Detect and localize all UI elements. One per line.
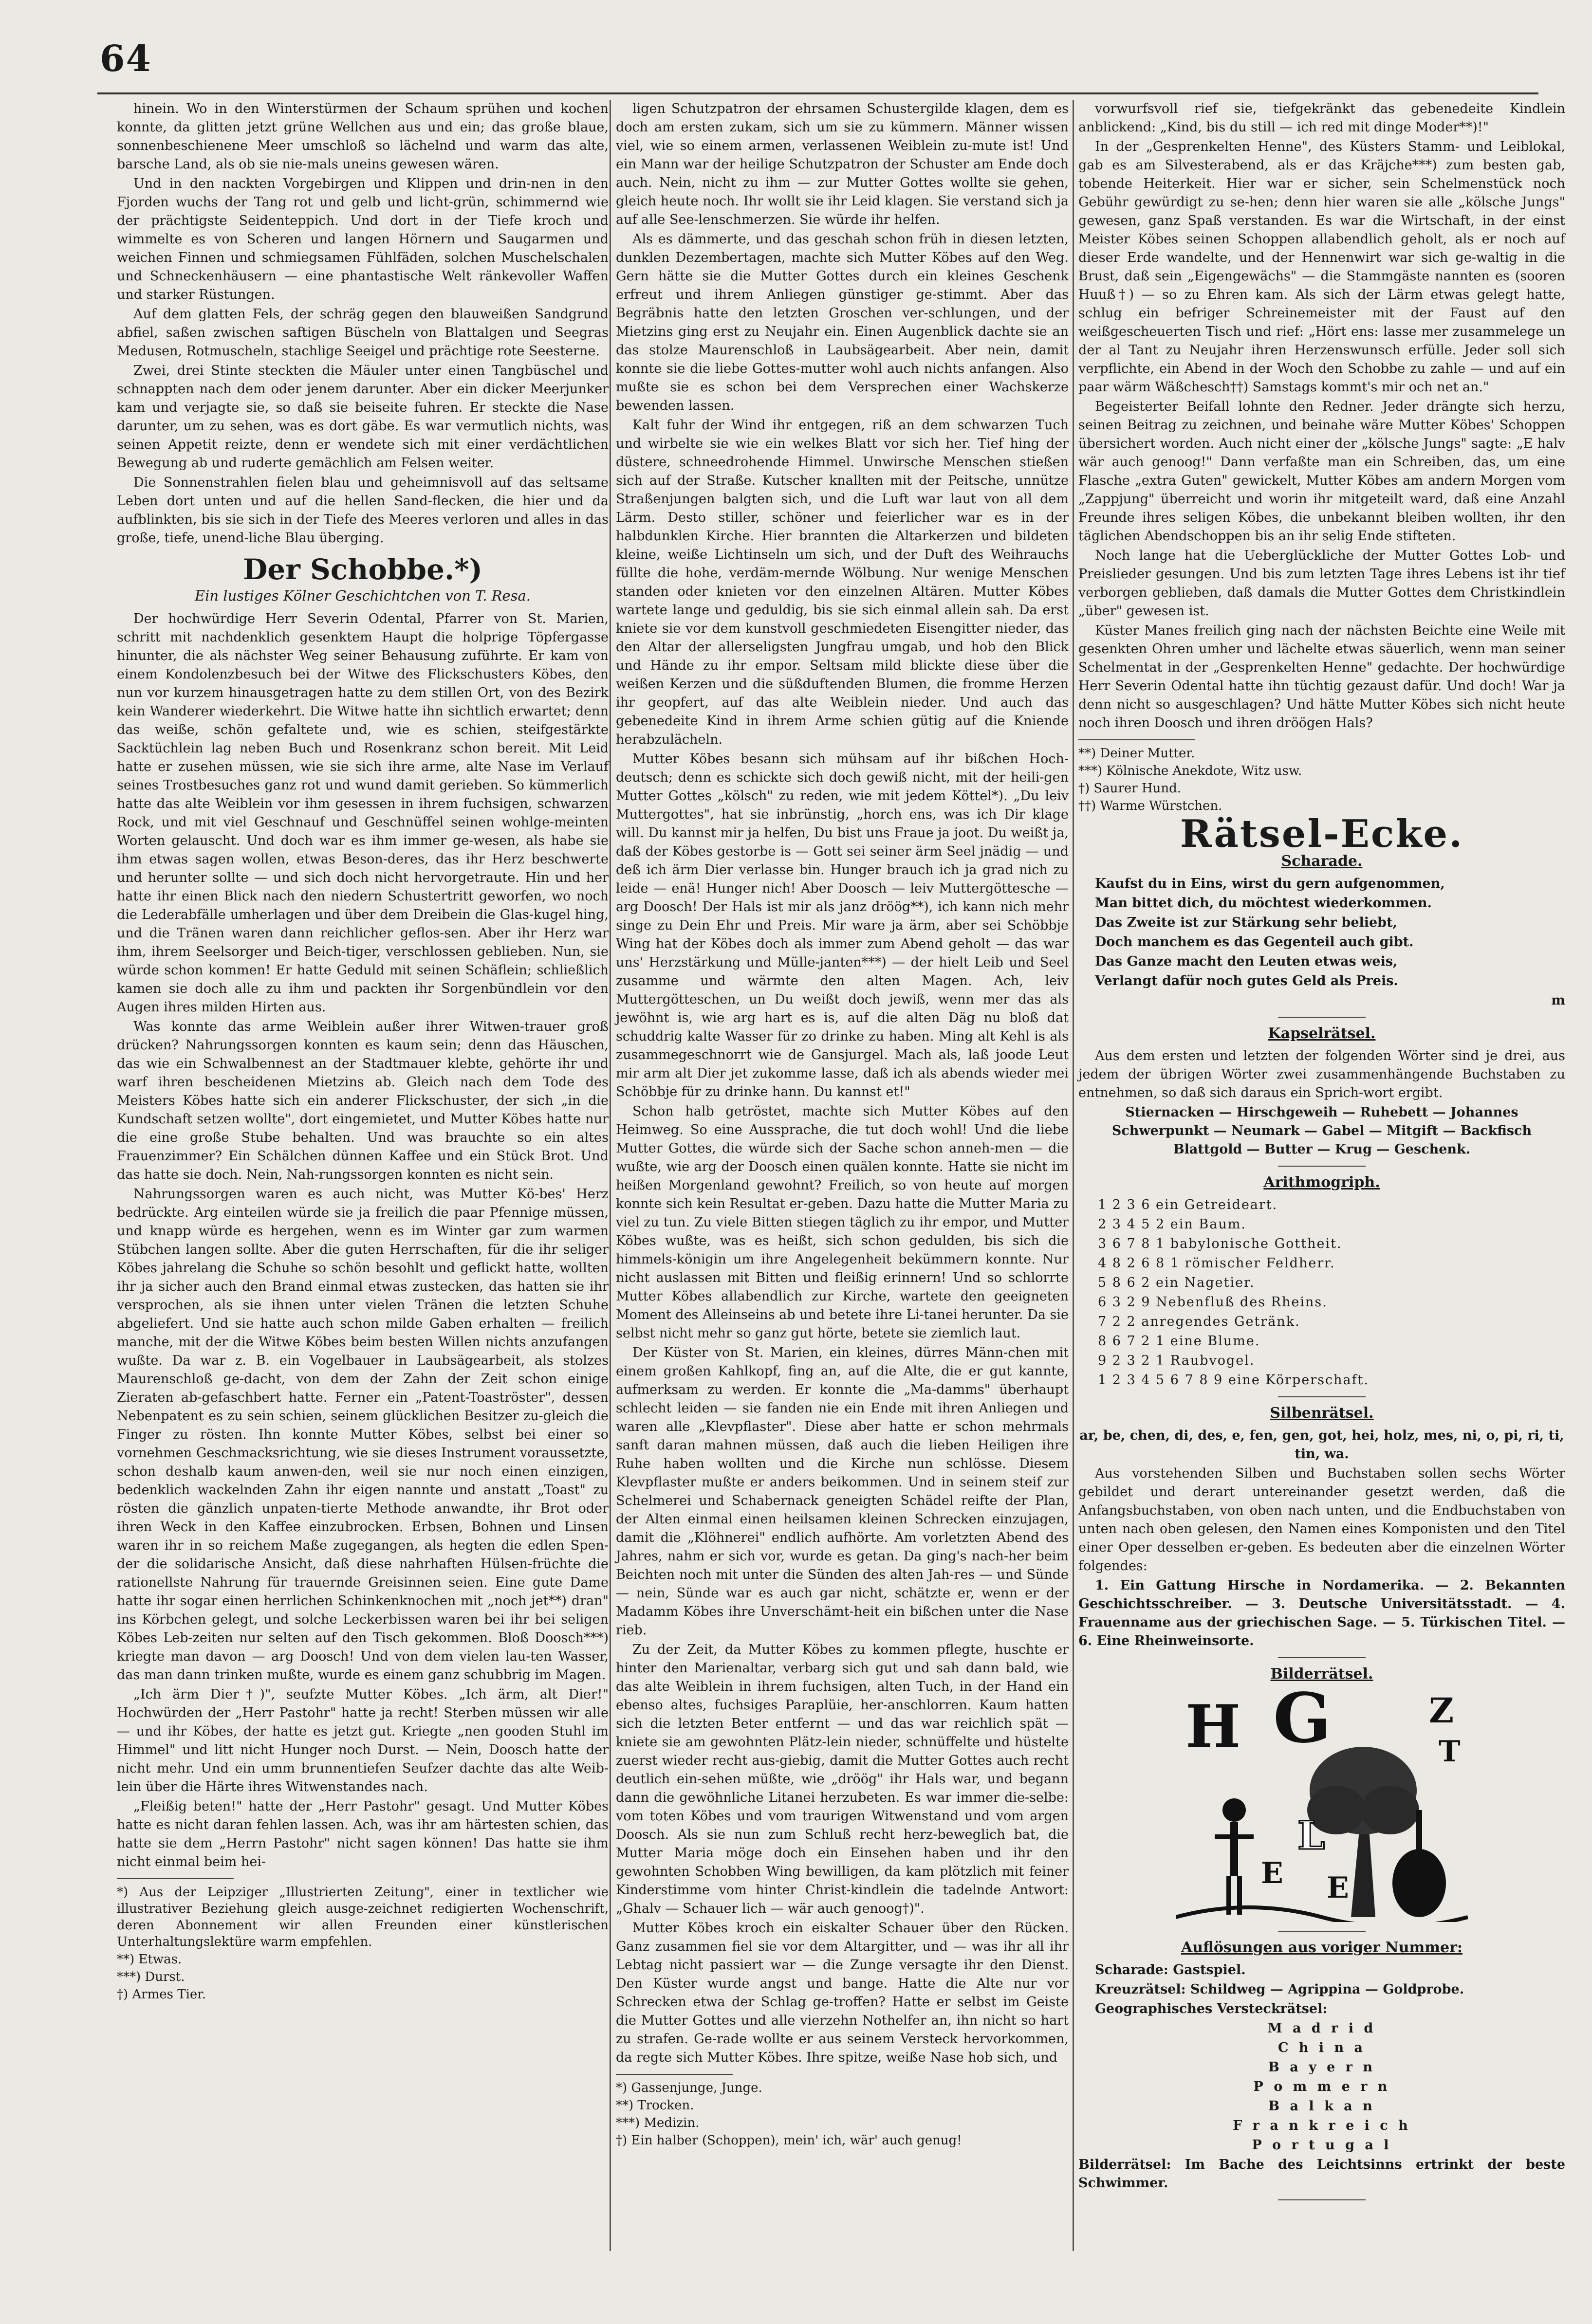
footnote: **) Etwas. [117,1952,182,1967]
rebus-letter: H [1185,1692,1241,1761]
rebus-letter: L [1297,1812,1325,1858]
paragraph: In der „Gesprenkelten Henne", des Küsters Stamm- und Leiblokal, gab es am Silvesterabend, als er das Kräjche***) zum besten gab, tobende Heiterkeit. Hier war er sicher, sein Schelmenstück noch Gebühr gewürdigt zu se-hen; denn hier waren sie alle „kölsche Jungs" gewesen, ganz Spaß verstanden. Es war die Wirtschaft, in der einst Meister Köbes seinen Schoppen allabendlich geholt, als er noch auf dieser Erde wandelte, und der Hennenwirt war sich ge-waltig in die Brust, daß sein „Eigengewächs" — die Stammgäste nannten es (sooren Huuß†) — so zu Ehren kam. Als sich der Lärm etwas gelegt hatte, schlug ein befriger Schreinemeister mit der Faust auf den weißgescheuerten Tisch und rief: „Hört ens: lasse mer zusammelege un der al Tant zu Neujahr ihren Herzenswunsch erfülle. Jeder soll sich verpflichte, ein Abend in der Woch den Schobbe zu zahle — und auf ein paar wärm Wäßchesch††) Samstags kommt's mir och net an." [1078,139,1565,395]
silben-heading: Silbenrätsel. [1270,1405,1374,1422]
kapsel-words: Stiernacken — Hirschgeweih — Ruhebett — Johannes Schwerpunkt — Neumark — Gabel — Mitgift — Backfisch Blattgold — Butter — Krug — Geschenk. [1111,1105,1532,1157]
footnote: †) Armes Tier. [117,1987,206,2002]
pyramid-word: F r a n k r e i c h [1233,2118,1411,2133]
geo-pyramid [1078,2019,1565,2155]
column-divider [1073,100,1074,2251]
paragraph: Nahrungssorgen waren es auch nicht, was Mutter Kö-bes' Herz bedrückte. Arg einteilen würde sie ja freilich die paar Pfennige müssen, und knapp würde es hergehen, wenn es im Winter gar zum warmen Stübchen langen sollte. Aber die guten Herrschaften, für die ihr seliger Köbes jahrelang die Schuhe so schön besohlt und geflickt hatte, wollten ihr ja sicher auch den Brand einmal etwas zustecken, das hatten sie ihr versprochen, als sie ihnen unter vielen Tränen die letzten Schuhe abgeliefert. Und sie hatte auch schon milde Gaben erhalten — freilich manche, mit der die Witwe Köbes beim besten Willen nichts anzufangen wußte. Da war z. B. ein Vogelbauer in Laubsägearbeit, als stolzes Maurenschloß ge-dacht, von dem der Zahn der Zeit schon einige Zieraten ab-gefaschbert hatte. Ferner ein „Patent-Toaströster", dessen Nebenpatent es zu sein schien, seinem glücklichen Besitzer zu-gleich die Finger zu rösten. Ihn konnte Mutter Köbes, selbst bei einer so vornehmen Geschmacksrichtung, wie sie dieses Instrument voraussetzte, schon deshalb kaum anwen-den, weil sie nur noch einen einzigen, bedenklich wackelnden Zahn ihr eigen nannte und anstatt „Toast" zu rösten die gänzlich unpaten-tierte Methode anwandte, ihr Brot oder ihren Weck in den Kaffee einzubrocken. Erbsen, Bohnen und Linsen waren ihr in so reichem Maße zugegangen, als hegten die edlen Spen-der die solidarische Ansicht, daß diese nahrhaften Hülsen-früchte die rationellste Nahrung für trauernde Greisinnen seien. Eine gute Dame hatte ihr sogar einen herrlichen Schinkenknochen mit „noch jet**) dran" ins Körbchen gelegt, und solche Leckerbissen waren bei ihr bei seligen Köbes Leb-zeiten nur selten auf den Tisch gekommen. Bloß Doosch***) kriegte man davon — arg Doosch! Und von dem vielen lau-ten Wasser, das man dann trinken mußte, wurde es einem ganz schubbrig im Magen. [117,1187,609,1683]
paragraph: ligen Schutzpatron der ehrsamen Schustergilde klagen, dem es doch am ersten zukam, sich um sie zu kümmern. Männer wissen viel, wie so einem armen, verlassenen Weiblein zu-mute ist! Und ein Mann war der heilige Schutzpatron der Schuster am Ende doch auch. Nein, nicht zu ihm — zur Mutter Gottes wollte sie gehen, gleich heute noch. Ihr wollt sie ihr Leid klagen. Sie verstand sich ja auf alle See-lenschmerzen. Sie würde ihr helfen. [616,101,1069,227]
story-text [117,610,609,1871]
arithmo-list [1078,1196,1565,1390]
solution-line: Geographisches Versteckrätsel: [1095,2001,1328,2016]
column-2-text [616,100,1069,2067]
pyramid-word: P o r t u g a l [1252,2138,1392,2153]
arithmo-row: 3 6 7 8 1 babylonische Gottheit. [1098,1236,1342,1251]
separator [1278,1166,1366,1167]
paragraph: vorwurfsvoll rief sie, tiefgekränkt das gebenedeite Kindlein anblickend: „Kind, bis du still — ich red mit dinge Moder**)!" [1078,101,1565,135]
column-3-text [1078,100,1565,732]
paragraph: Küster Manes freilich ging nach der nächsten Beichte eine Weile mit gesenkten Ohren umher und lächelte etwas säuerlich, wenn man seiner Schelmentat in der „Gesprenkelten Henne" gedachte. Der hochwürdige Herr Severin Odental hatte ihn tüchtig gezaust dafür. Und doch! War ja denn nicht so ausgeschlagen? Und hätte Mutter Köbes sich nicht heute noch ihren Doosch und ihren dröögen Hals? [1078,623,1565,731]
footnote: *) Gassenjunge, Junge. [616,2081,762,2095]
arithmo-row: 8 6 7 2 1 eine Blume. [1098,1334,1260,1349]
rebus-letter: G [1273,1688,1332,1758]
solutions-heading: Auflösungen aus voriger Nummer: [1181,1939,1462,1956]
paragraph: Auf dem glatten Fels, der schräg gegen den blauweißen Sandgrund abfiel, saßen zwischen saftigen Büscheln von Blattalgen und Seegras Medusen, Rotmuscheln, stachlige Seeigel und prächtige rote Seesterne. [117,307,609,359]
arithmo-row: 2 3 4 5 2 ein Baum. [1098,1217,1246,1232]
footnote-rule [1078,739,1195,740]
separator [1278,1931,1366,1932]
picture-puzzle-illustration [1176,1688,1468,1922]
column-3-footnotes [1078,745,1565,814]
arithmo-row: 7 2 2 anregendes Getränk. [1098,1314,1300,1329]
paragraph: Zwei, drei Stinte steckten die Mäuler unter einen Tangbüschel und schnappten nach dem oder jenem darunter. Aber ein dicker Meerjunker kam und verjagte sie, so daß sie beiseite fuhren. Er steckte die Nase darunter, um zu sehen, was es dort gäbe. Es war vermutlich nichts, was seinen Appetit reizte, denn er wendete sich mit einer verdächtlichen Bewegung ab und ruderte gemächlich am Felsen weiter. [117,363,609,471]
column-2 [616,100,1069,2150]
paragraph: hinein. Wo in den Winterstürmen der Schaum sprühen und kochen konnte, da glitten jetzt grüne Wellchen aus und ein; das große blaue, sonnenbeschienene Meer umschloß so lächelnd und warm das alte, barsche Land, als ob sie nie-mals uneins gewesen wären. [117,101,609,172]
kapsel-text: Aus dem ersten und letzten der folgenden Wörter sind je drei, aus jedem der übrigen Wörter zwei zusammenhängende Buchstaben zu entnehmen, so daß sich daraus ein Sprich-wort ergibt. [1078,1048,1565,1100]
arithmo-heading: Arithmogriph. [1263,1174,1380,1191]
paragraph: Noch lange hat die Ueberglückliche der Mutter Gottes Lob- und Preislieder gesungen. Und bis zum letzten Tage ihres Lebens ist ihr tief verborgen geblieben, daß damals die Mutter Gottes dem Christkindlein „über" gewesen ist. [1078,548,1565,619]
pyramid-word: B a l k a n [1268,2099,1375,2114]
paragraph: Mutter Köbes besann sich mühsam auf ihr bißchen Hoch-deutsch; denn es schickte sich doch gewiß nicht, mit der heili-gen Mutter Gottes „kölsch" zu reden, wie mit jedem Köttel*). „Du leiv Muttergottes", hat sie inbrünstig, „horch ens, was ich Dir klage will. Du kannst mir ja helfen, Du bist uns Fraue ja joot. Du weißt ja, daß der Köbes gestorbe is — Gott sei seiner ärm Seel jnädig — und deß ich ärm Dier verlasse bin. Hunger brauch ich ja grad nich zu leide — enä! Hunger nich! Aber Doosch — leiv Muttergöttesche — arg Doosch! Der Hals ist mir als janz dröög**), ich kann nich mehr singe zu Dein Ehr und Preis. Mir ware ja ärm, aber sei Schöbbje Wing hat der Köbes doch als immer zum Abend geholt — das war uns' Herzstärkung und Mülle-janten***) — der hielt Leib und Seel zusamme und wärmte den alten Magen. Ach, leiv Muttergötteschen, un Du weißt doch jewiß, wenn mer das als jewöhnt is, wie arg hart es is, auf die alten Däg nu bloß dat schuddrig kalte Wasser für zo drinke zu haben. Ming alt Kehl is als zusammegeschnorrt wie de Gansjurgel. Mach als, laß joode Leut mir arm alt Dier jet zukomme lasse, daß ich als abends wieder mei Schöbbje für zu drinke hann. Du kannst et!" [616,751,1069,1099]
rebus-letter: T [1439,1735,1461,1769]
paragraph: Und in den nackten Vorgebirgen und Klippen und drin-nen in den Fjorden wuchs der Tang rot und gelb und licht-grün, schimmernd wie der prächtigste Seidenteppich. Und dort in der Tiefe kroch und wimmelte es von Scheren und langen Hörnern und Saugarmen und weichen Finnen und schmiegsamen Fühlfäden, solchen Muschelschalen und Schneckenhäusern — eine phantastische Welt ränkevoller Waffen und starker Rüstungen. [117,176,609,302]
footnote: †) Saurer Hund. [1078,781,1182,796]
separator [1278,1017,1366,1018]
arithmo-row: 9 2 3 2 1 Raubvogel. [1098,1353,1255,1368]
pyramid-word: C h i n a [1277,2040,1366,2055]
header-rule [97,92,1538,94]
paragraph: Der hochwürdige Herr Severin Odental, Pfarrer von St. Marien, schritt mit nachdenklich gesenktem Haupt die holprige Töpfergasse hinunter, die als nächster Weg seiner Behausung zuführte. Er kam von einem Kondolenzbesuch bei der Witwe des Flickschusters Köbes, den nun vor kurzem hinausgetragen hatte zu dem stillen Ort, von des Bezirk kein Wanderer wiederkehrt. Die Witwe hatte ihn sichtlich erwartet; denn das weiße, schön gefaltete und, wie es schien, steifgestärkte Sacktüchlein lag neben Buch und Rosenkranz schon bereit. Mit Leid hatte er zusehen müssen, wie sie sich ihre arme, alte Nase im Verlauf seines Trostbesuches ganz rot und wund damit gerieben. So kümmerlich hatte das alte Weiblein vor ihm gesessen in ihrem fuchsigen, schwarzen Rock, und mit viel Geschnauf und Geschnüffel seinen wohlge-meinten Worten gelauscht. Und doch war es ihm immer ge-wesen, als habe sie ihm etwas sagen wollen, etwas Beson-deres, das ihr Herz beschwerte und herunter sollte — und sich doch nicht hervorgetraute. Hin und her hatte ihr einen Blick nach den niedern Schustertritt geworfen, wo noch die Lederabfälle umherlagen und über dem Dreibein die Glas-kugel hing, und die Tränen waren dann reichlicher geflos-sen. Aber ihr Herz war ihm, ihrem Seelsorger und Beich-tiger, verschlossen geblieben. Nun, sie würde schon kommen! Er hatte Geduld mit seinen Schäflein; schließlich kamen sie doch alle zu ihm und packten ihr Sorgenbündlein vor den Augen ihres milden Hirten aus. [117,611,609,1015]
bild-solution: Bilderrätsel: Im Bache des Leichtsinns ertrinkt der beste Schwimmer. [1078,2157,1565,2191]
paragraph: Als es dämmerte, und das geschah schon früh in diesen letzten, dunklen Dezembertagen, machte sich Mutter Köbes auf den Weg. Gern hätte sie die Mutter Gottes durch ein kleines Geschenk erfreut und ihrem Anliegen günstiger ge-stimmt. Aber das Begräbnis hatte den letzten Groschen ver-schlungen, und der Mietzins ging erst zu Neujahr ein. Einen Augenblick dachte sie an das stolze Maurenschloß in Laubsägearbeit. Aber nein, damit konnte sie die liebe Gottes-mutter wohl auch nichts anfangen. Also mußte sie es schon bei dem Versprechen einer Wachskerze bewenden lassen. [616,232,1069,413]
column-1-footnotes [117,1884,609,2003]
scharade-line: Doch manchem es das Gegenteil auch gibt. [1095,934,1414,950]
kapsel-heading: Kapselrätsel. [1268,1025,1376,1042]
story-title: Der Schobbe.*) [243,553,482,586]
footnote: ††) Warme Würstchen. [1078,799,1222,813]
separator [1278,1657,1366,1658]
scharade-line: Das Zweite ist zur Stärkung sehr beliebt, [1095,915,1397,930]
paragraph: Schon halb getröstet, machte sich Mutter Köbes auf den Heimweg. So eine Aussprache, die tut doch wohl! Und die liebe Mutter Gottes, die würde sich der Sache schon anneh-men — die wußte, wie arg der Doosch einen quälen konnte. Hatte sie nicht im heißen Morgenland gewohnt? Freilich, so von heute auf morgen konnte sich kein Resultat er-geben. Dazu hatte die Mutter Maria zu viel zu tun. Zu viele Bitten stiegen täglich zu ihr empor, und Mutter Köbes wußte, was es heißt, sich schon gedulden, bis sich die himmels-königin um ihre Angelegenheit bekümmern konnte. Nur nicht auslassen mit Bitten und fleißig erinnern! Und so schlorrte Mutter Köbes allabendlich zur Kirche, wartete den geeigneten Moment des Alleinseins ab und betete ihre Li-tanei herunter. Da sie selbst nicht mehr so ganz gut hörte, betete sie ziemlich laut. [616,1104,1069,1341]
paragraph: Die Sonnenstrahlen fielen blau und geheimnisvoll auf das seltsame Leben dort unten und auf die hellen Sand-flecken, die hier und da aufblinkten, bis sie sich in der Tiefe des Meeres verloren und alles in das große, tiefe, unend-liche Blau überging. [117,475,609,546]
footnote: **) Deiner Mutter. [1078,746,1195,761]
silben-meanings: 1. Ein Gattung Hirsche in Nordamerika. — 2. Bekannten Geschichtsschreiber. — 3. Deutsche Universitätsstadt. — 4. Frauenname aus der griechischen Sage. — 5. Türkischen Titel. — 6. Eine Rheinweinsorte. [1078,1578,1565,1648]
paragraph: Mutter Köbes kroch ein eiskalter Schauer über den Rücken. Ganz zusammen fiel sie vor dem Altargitter, und — was ihr all ihr Lebtag nicht passiert war — die Zunge versagte ihr den Dienst. Den Küster wurde angst und bange. Hatte die Alte nur vor Schrecken etwa der Schlag ge-troffen? Hatte er selbst im Geiste die Mutter Gottes und alle vierzehn Nothelfer an, ihn nicht so hart zu strafen. Ge-rade wollte er aus seinem Versteck hervorkommen, da regte sich Mutter Köbes. Ihre spitze, weiße Nase hob sich, und [616,1921,1069,2065]
scharade-line: Verlangt dafür noch gutes Geld als Preis. [1095,973,1398,988]
solution-line: Kreuzrätsel: Schildweg — Agrippina — Goldprobe. [1095,1982,1464,1997]
scharade-line: Kaufst du in Eins, wirst du gern aufgenommen, [1095,876,1445,891]
solution-line: Scharade: Gastspiel. [1095,1962,1246,1977]
column-1 [117,100,609,2004]
column-1-intro-text [117,100,609,548]
paragraph: Zu der Zeit, da Mutter Köbes zu kommen pflegte, huschte er hinter den Marienaltar, verbarg sich gut und sah dann bald, wie das alte Weiblein in ihrem fuchsigen, alten Tuch, in der Hand ein ebenso altes, fuchsiges Paraplüie, her-anschlorren. Kaum hatten sich die letzten Beter entfernt — und das war reichlich spät — kniete sie am gewohnten Plätz-lein nieder, schnüffelte und hüstelte zuerst wieder recht aus-giebig, damit die Mutter Gottes auch recht deutlich ein-sehen müßte, wie „dröög" ihr Hals war, und begann dann die gewöhnliche Litanei herzubeten. Es war immer die-selbe: vom toten Köbes und vom traurigen Witwenstand und vom argen Doosch. Als sie nun zum Schluß recht herz-beweglich bat, die Mutter Maria möge doch ein Einsehen haben und ihr den gewohnten Schobben Wing bewilligen, da kam plötzlich mit feiner Kinderstimme vom hinter Christ-kindlein die tadelnde Antwort: „Ghalv — Schauer lich — wär auch genoog†)". [616,1642,1069,1916]
paragraph: Kalt fuhr der Wind ihr entgegen, riß an dem schwarzen Tuch und wirbelte sie wie ein welkes Blatt vor sich her. Tief hing der düstere, schneedrohende Himmel. Unwirsche Menschen stießen sich auf der Straße. Kutscher knallten mit der Peitsche, unnütze Straßenjungen balgten sich, und die Luft war laut von all dem Lärm. Desto stiller, schöner und feierlicher war es in der halbdunklen Kirche. Hier brannten die Altarkerzen und bildeten kleine, weiße Lichtinseln um sich, und der Duft des Weihrauchs füllte die hohe, verdäm-mernde Wölbung. Nur wenige Menschen standen oder knieten vor den einzelnen Altären. Mutter Köbes wartete lange und geduldig, bis sie sich einmal allein sah. Da erst kniete sie vor dem kunstvoll geschmiedeten Eisengitter nieder, das den Altar der allerseligsten Jungfrau umgab, und hob den Blick und Hände zu ihr empor. Seltsam mild blickte diese über die weißen Kerzen und die süßduftenden Blumen, die fromme Herzen ihr geopfert, auf das alte Weiblein nieder. Und auch das gebenedeite Kind in ihrem Arme schien gütig auf die Kniende herabzulächeln. [616,418,1069,747]
pyramid-word: P o m m e r n [1253,2079,1390,2094]
paragraph: „Fleißig beten!" hatte der „Herr Pastohr" gesagt. Und Mutter Köbes hatte es nicht daran fehlen lassen. Ach, was ihr am härtesten schien, das hatte sie dem „Herrn Pastohr" nicht sagen können! Das hatte sie ihm nicht einmal beim hei- [117,1799,609,1869]
arithmo-row: 4 8 2 6 8 1 römischer Feldherr. [1098,1256,1335,1271]
scharade-line: Das Ganze macht den Leuten etwas weis, [1095,954,1398,969]
solution-lines [1078,1961,1565,2018]
raetsel-ecke-title: Rätsel-Ecke. [1180,812,1464,856]
paragraph: Begeisterter Beifall lohnte den Redner. Jeder drängte sich herzu, seinen Beitrag zu zeichnen, und beinahe wäre Mutter Köbes' Schoppen übersichert worden. Auch nicht einer der „kölsche Jungs" sagte: „E halv wär auch genoog!" Dann verfaßte man ein Schreiben, das, um eine Flasche „extra Guten" gewickelt, Mutter Köbes am andern Morgen vom „Zappjung" überreicht und worin ihr mitgeteilt ward, daß eine Anzahl Freunde ihres seligen Köbes, die unbekannt bleiben wollten, ihr den täglichen Abendschoppen bis an ihr selig Ende stifteten. [1078,399,1565,544]
scharade-author: m [1551,993,1565,1008]
scharade-heading: Scharade. [1281,853,1363,870]
rebus-letter: E [1327,1871,1349,1905]
footnote: *) Aus der Leipziger „Illustrierten Zeitung", einer in textlicher wie illustrativer Beziehung gleich ausge-zeichnet redigierten Wochenschrift, deren Abonnement wir allen Freunden einer künstlerischen Unterhaltungslektüre warm empfehlen. [117,1885,609,1949]
page-number: 64 [100,38,152,80]
footnote-rule [616,2074,733,2075]
footnote: ***) Medizin. [616,2116,700,2130]
paragraph: Der Küster von St. Marien, ein kleines, dürres Männ-chen mit einem großen Kahlkopf, fing an, auf die Alte, die er gut kannte, aufmerksam zu werden. Er konnte die „Ma-damms" überhaupt schlecht leiden — sie fanden nie ein Ende mit ihren Anliegen und waren alle „Klevpflaster". Diese aber hatte er schon mehrmals sanft daran mahnen müssen, daß auch die lieben Heiligen ihre Ruhe haben wollten und die Kirche nun schlösse. Diesem Klevpflaster mußte er anders beikommen. Und in seinem steif zur Schelmerei und Schabernack geneigten Schädel reifte der Plan, der Alten einmal einen heilsamen kleinen Schrecken einzujagen, damit die „Klöhnerei" endlich aufhörte. Am vorletzten Abend des Jahres, nahm er sich vor, wurde es getan. Da ging's nach-her beim Beichten noch mit unter die Sünden des alten Jah-res — und Sünde — nein, Sünde war es auch gar nicht, schätzte er, wenn er der Madamm Köbes ihre Unverschämt-heit ein bißchen unter die Nase rieb. [616,1345,1069,1638]
scharade-lines [1078,875,1565,990]
paragraph: „Ich ärm Dier†)", seufzte Mutter Köbes. „Ich ärm, alt Dier!" Hochwürden der „Herr Pastohr" hatte ja recht! Sterben müssen wir alle — und ihr Köbes, der hatte es jetzt gut. Kriegte „nen gooden Stuhl im Himmel" und litt nicht Hunger noch Durst. — Nein, Doosch hatte der nicht mehr. Und ein umm brunnentiefen Seufzer dachte das alte Weib-lein über die Härte ihres Witwenstandes nach. [117,1687,609,1794]
footnote: ***) Durst. [117,1970,185,1984]
arithmo-row: 1 2 3 4 5 6 7 8 9 eine Körperschaft. [1098,1372,1370,1388]
footnote: **) Trocken. [616,2098,694,2113]
rebus-letter: Z [1429,1690,1454,1731]
rebus-letter: E [1261,1856,1283,1890]
arithmo-row: 6 3 2 9 Nebenfluß des Rheins. [1098,1295,1328,1310]
bilder-heading: Bilderrätsel. [1270,1665,1373,1683]
column-3 [1078,100,1565,2207]
paragraph: Was konnte das arme Weiblein außer ihrer Witwen-trauer groß drücken? Nahrungssorgen konnten es kaum sein; denn das Häuschen, das wie ein Schwalbennest an der Stadtmauer klebte, gehörte ihr und warf ihren bescheidenen Mietzins ab. Gleich nach dem Tode des Meisters Köbes hatte sich ein anderer Flickschuster, der sich „in die Kundschaft setzen wollte", dort eingemietet, und Mutter Köbes hatte nur die eine große Stube behalten. Und was brauchte so ein altes Frauenzimmer? Ein Schälchen dünnen Kaffee und ein Stück Brot. Und das hatte sie doch. Nein, Nah-rungssorgen konnten es nicht sein. [117,1019,609,1182]
arithmo-row: 5 8 6 2 ein Nagetier. [1098,1275,1255,1290]
scharade-line: Man bittet dich, du möchtest wiederkommen. [1095,896,1432,911]
story-subtitle: Ein lustiges Kölner Geschichtchen von T. Resa. [194,587,531,604]
pyramid-word: B a y e r n [1268,2060,1376,2075]
separator [1278,2199,1366,2200]
silben-text: Aus vorstehenden Silben und Buchstaben sollen sechs Wörter gebildet und derart untereinander gesetzt werden, daß die Anfangsbuchstaben, von oben nach unten, und die Endbuchstaben von unten nach oben gelesen, den Namen eines Komponisten und den Titel einer Oper desselben er-geben. Es bedeuten aber die einzelnen Wörter folgendes: [1078,1466,1565,1574]
pyramid-word: M a d r i d [1267,2021,1376,2036]
column-divider [610,100,611,2251]
footnote-rule [117,1878,234,1879]
silben-syllables: ar, be, chen, di, des, e, fen, gen, got, hei, holz, mes, ni, o, pi, ri, ti, tin, wa. [1079,1428,1564,1462]
separator [1278,1396,1366,1397]
column-2-footnotes [616,2080,1069,2149]
footnote: ***) Kölnische Anekdote, Witz usw. [1078,764,1302,778]
picture-puzzle [1176,1688,1468,1922]
footnote: †) Ein halber (Schoppen), mein' ich, wär' auch genug! [616,2133,962,2148]
arithmo-row: 1 2 3 6 ein Getreideart. [1098,1197,1278,1212]
